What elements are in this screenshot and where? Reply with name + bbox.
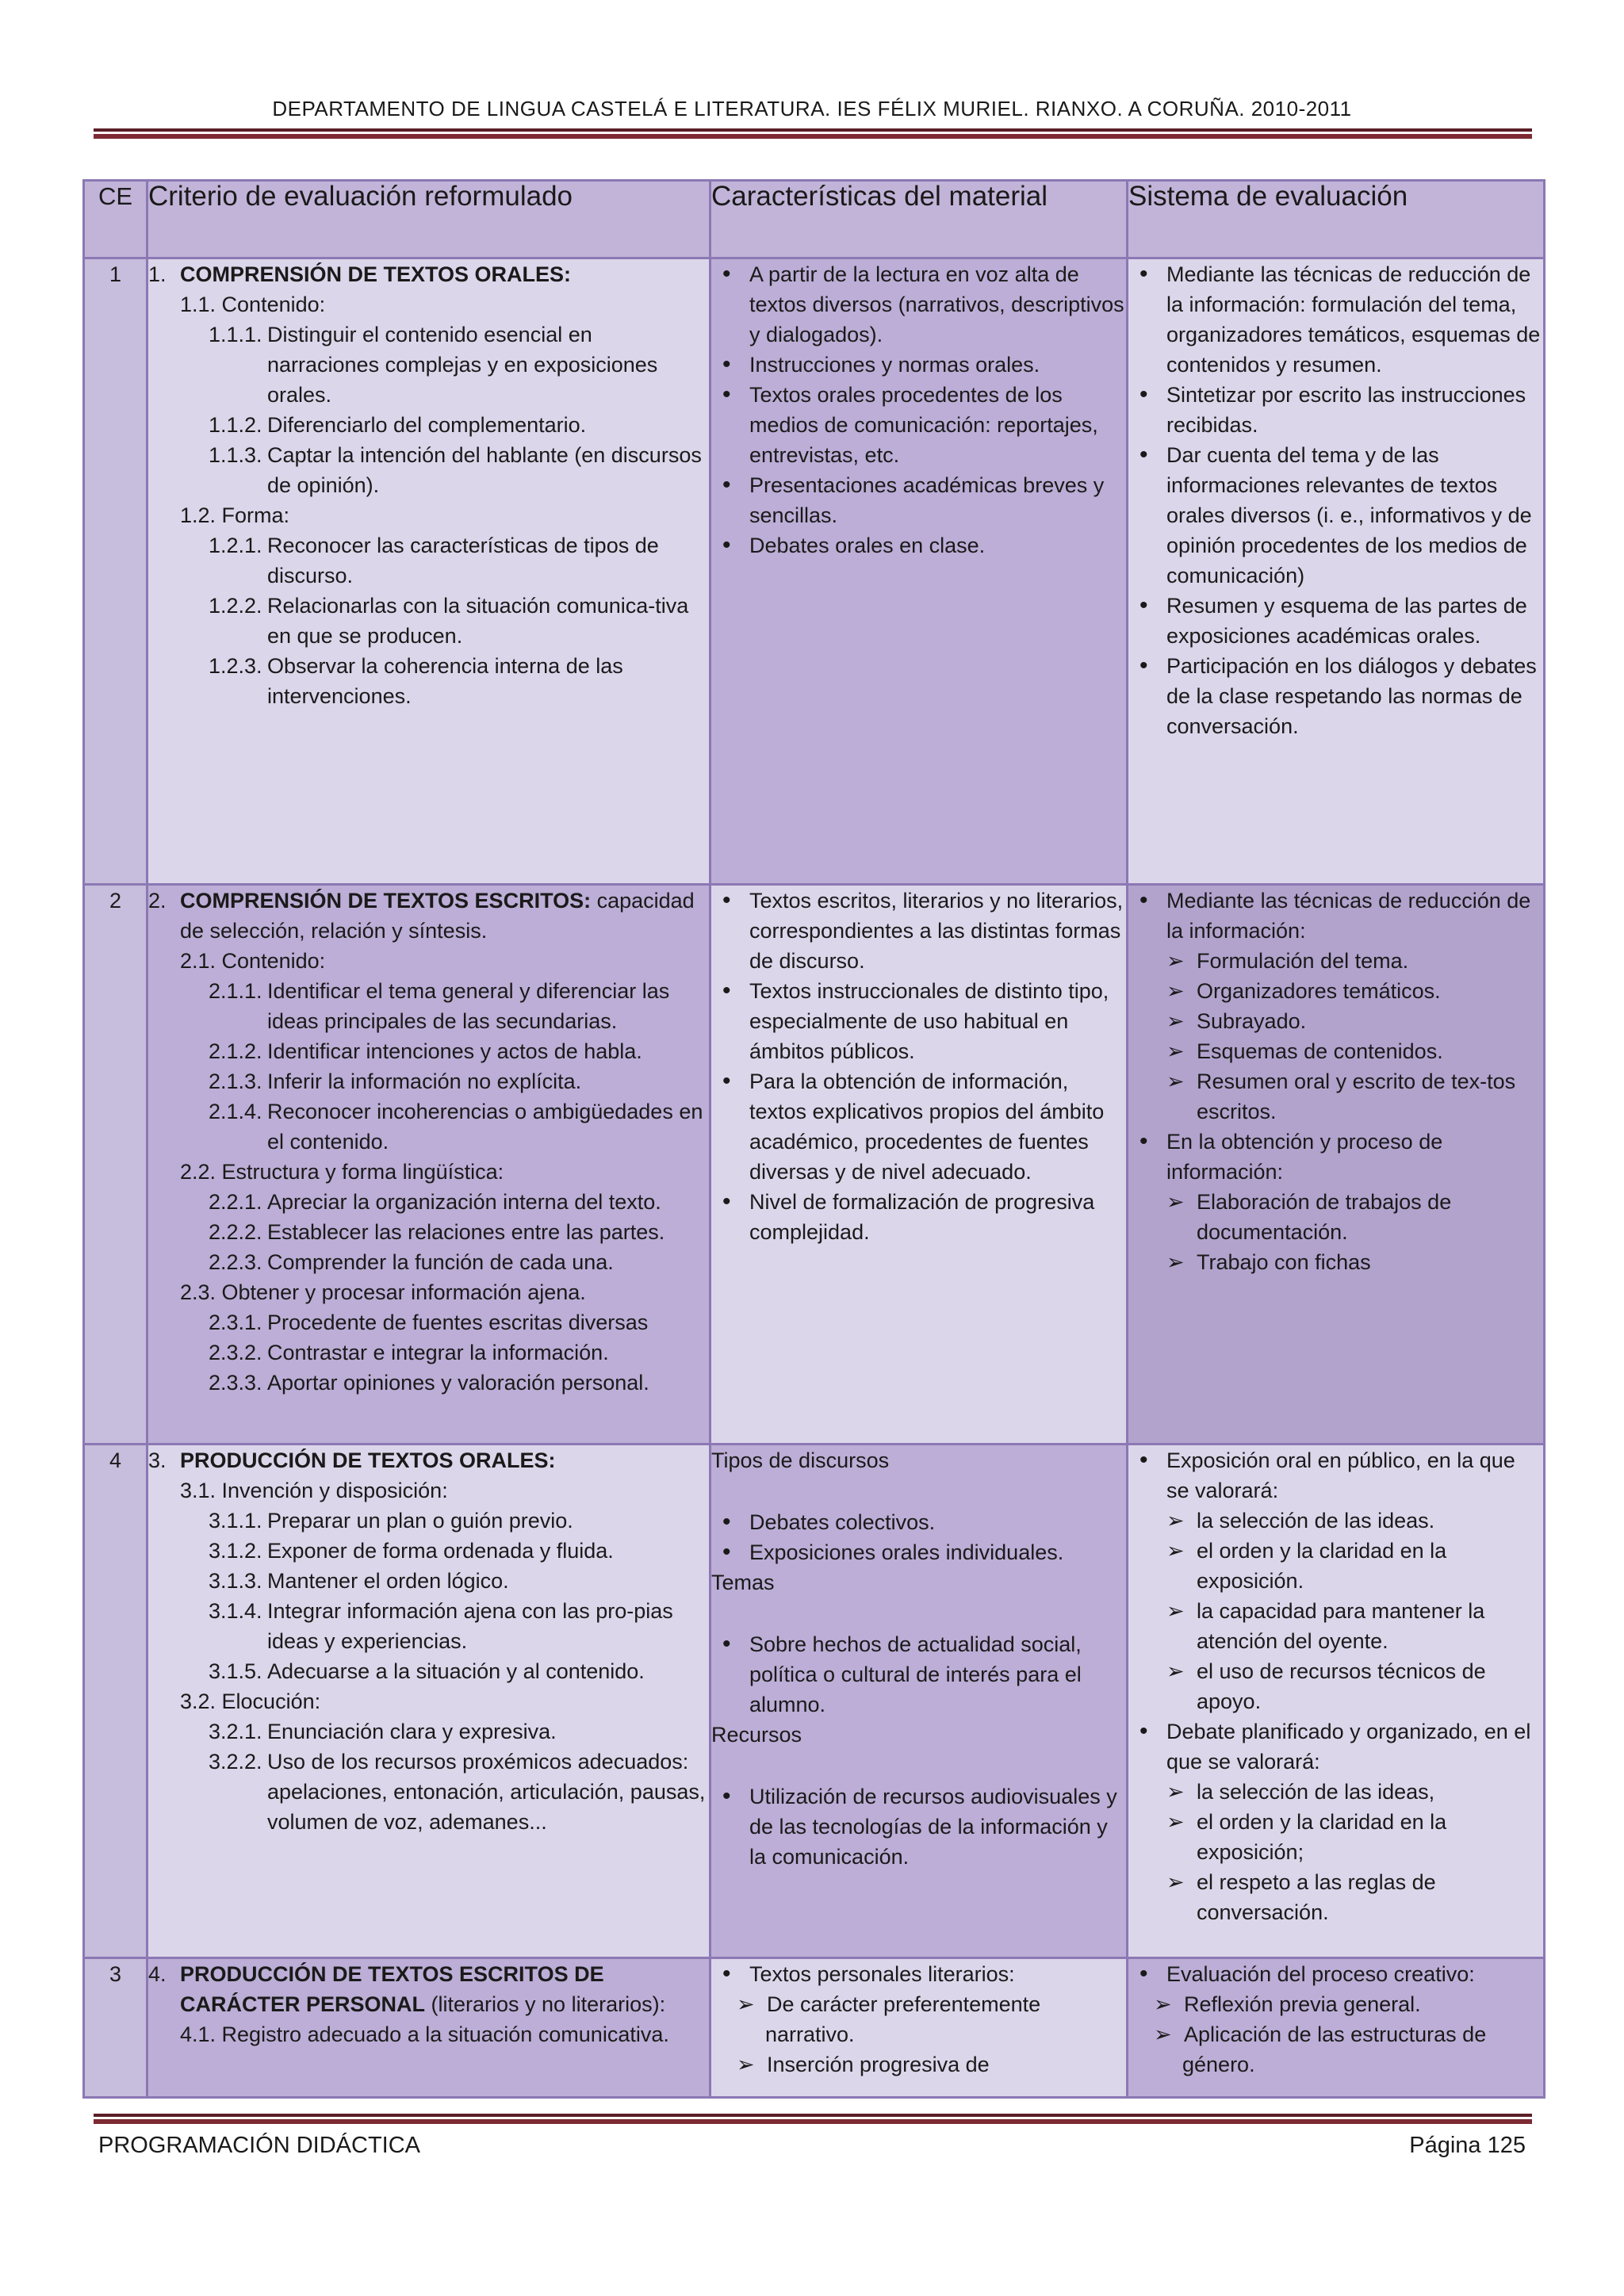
list-item [1128, 1716, 1543, 1777]
criterion-title [148, 886, 709, 946]
table-row [84, 885, 1545, 1445]
list-item [1128, 1959, 1543, 1989]
criterion-item-text: Comprender la función de cada una. [267, 1250, 614, 1274]
arrow-item-text: la capacidad para mantener la atención del oyente. [1197, 1599, 1485, 1653]
arrow-item [711, 1989, 1126, 2049]
arrow-item-text: el respeto a las reglas de conversación. [1197, 1870, 1436, 1924]
criterion-item-number: 3.1.4. [209, 1599, 262, 1623]
arrow-icon: ➢ [1166, 1039, 1185, 1063]
criterion-item-text: Identificar el tema general y diferenciar las ideas principales de las secundarias. [267, 979, 670, 1033]
criterion-item-number: 2.1.4. [209, 1100, 262, 1123]
arrow-icon: ➢ [1166, 1190, 1185, 1214]
criterion-item-text: Procedente de fuentes escritas diversas [267, 1311, 649, 1334]
arrow-item [1128, 1247, 1543, 1277]
criterion-item [148, 1337, 709, 1368]
criterion-heading: PRODUCCIÓN DE TEXTOS ORALES: [180, 1448, 556, 1472]
section-label: Recursos [711, 1723, 802, 1747]
criterion-item [148, 1096, 709, 1157]
arrow-item [1128, 946, 1543, 976]
list-item-text: Participación en los diálogos y debates de la clase respetando las normas de conversación. [1166, 654, 1537, 738]
arrow-icon: ➢ [737, 1992, 755, 2016]
list-item-text: Debates orales en clase. [749, 534, 986, 557]
criterion-subsection: 1.2. Forma: [180, 503, 290, 527]
arrow-item [1128, 1536, 1543, 1596]
arrow-list [1128, 946, 1543, 1127]
list-item [1128, 1445, 1543, 1506]
criterion-item [148, 1247, 709, 1277]
bullet-list [711, 886, 1126, 1247]
arrow-item-text: el orden y la claridad en la exposición. [1197, 1539, 1447, 1593]
arrow-icon: ➢ [1166, 1539, 1185, 1563]
material-cell [710, 1958, 1128, 2098]
list-item [1128, 651, 1543, 741]
list-item-text: Evaluación del proceso creativo: [1166, 1962, 1475, 1986]
criterion-item [148, 1036, 709, 1066]
criterion-item [148, 1217, 709, 1247]
criterion-subsection: 2.2. Estructura y forma lingüística: [180, 1160, 504, 1184]
list-item [711, 259, 1126, 350]
footer-rule-thick [94, 2119, 1532, 2124]
arrow-item [1128, 1989, 1543, 2019]
criterion-subsection: 3.1. Invención y disposición: [180, 1479, 448, 1502]
criterion-item-number: 3.1.1. [209, 1509, 262, 1533]
arrow-icon: ➢ [1166, 1509, 1185, 1533]
criterion-item [148, 591, 709, 651]
list-item-text: Textos personales literarios: [749, 1962, 1015, 1986]
criterion-cell [147, 258, 710, 885]
criterion-item [148, 1307, 709, 1337]
bullet-list [1128, 1716, 1543, 1777]
criterion-item-text: Reconocer las características de tipos de discurso. [267, 534, 659, 587]
criterion-title [148, 1445, 709, 1475]
material-cell [710, 1445, 1128, 1958]
criterion-item-text: Contrastar e integrar la información. [267, 1341, 609, 1364]
material-cell [710, 258, 1128, 885]
table-row [84, 258, 1545, 885]
table-header-row [84, 181, 1545, 258]
bullet-list [711, 259, 1126, 561]
criterion-item [148, 1066, 709, 1096]
criterion-item-number: 3.2.2. [209, 1750, 262, 1774]
arrow-item-text: el orden y la claridad en la exposición; [1197, 1810, 1447, 1864]
criterion-item-text: Enunciación clara y expresiva. [267, 1720, 557, 1743]
bullet-list [711, 1959, 1126, 1989]
criterion-item-number: 3.1.3. [209, 1569, 262, 1593]
criterion-item-number: 2.2.3. [209, 1250, 262, 1274]
list-item [1128, 591, 1543, 651]
criterion-item [148, 1716, 709, 1747]
criterion-item-number: 1.2.1. [209, 534, 262, 557]
list-item-text: Utilización de recursos audiovisuales y de las tecnologías de la información y la comunicación. [749, 1785, 1117, 1869]
footer-rule [94, 2114, 1532, 2117]
arrow-item-text: el uso de recursos técnicos de apoyo. [1197, 1659, 1486, 1713]
bullet-list [1128, 1445, 1543, 1506]
criterion-item [148, 976, 709, 1036]
criterion-item-text: Inferir la información no explícita. [267, 1070, 582, 1093]
list-item-text: Exposición oral en público, en la que se valorará: [1166, 1448, 1515, 1502]
criterion-item-text: Distinguir el contenido esencial en narraciones complejas y en exposiciones orales. [267, 323, 658, 407]
list-item [711, 1537, 1126, 1567]
criterion-title [148, 259, 709, 289]
list-item [711, 470, 1126, 530]
arrow-item [1128, 1066, 1543, 1127]
list-item-text: En la obtención y proceso de información: [1166, 1130, 1443, 1184]
list-item-text: A partir de la lectura en voz alta de textos diversos (narrativos, descriptivos y dialogados). [749, 262, 1124, 346]
criterion-heading: COMPRENSIÓN DE TEXTOS ORALES: [180, 262, 572, 286]
criterion-item-number: 2.3.1. [209, 1311, 262, 1334]
ce-number: 1 [84, 258, 147, 885]
arrow-list [1128, 1989, 1543, 2080]
list-item-text: Dar cuenta del tema y de las informaciones relevantes de textos orales diversos (i. e., informativos y de opinión procedentes de los medios de comunicación) [1166, 443, 1532, 587]
list-item [1128, 440, 1543, 591]
arrow-item-text: Reflexión previa general. [1184, 1992, 1421, 2016]
criterion-number: 3. [148, 1448, 167, 1472]
spacer [711, 1598, 1126, 1629]
criterion-item-text: Establecer las relaciones entre las partes. [267, 1220, 665, 1244]
list-item-text: Textos orales procedentes de los medios de comunicación: reportajes, entrevistas, etc. [749, 383, 1098, 467]
list-item [1128, 1127, 1543, 1187]
list-item [711, 380, 1126, 470]
criterion-item-text: Diferenciarlo del complementario. [267, 413, 587, 437]
arrow-item [1128, 1777, 1543, 1807]
criterion-item-number: 1.1.3. [209, 443, 262, 467]
criterion-item-number: 3.2.1. [209, 1720, 262, 1743]
arrow-item-text: Aplicación de las estructuras de género. [1182, 2022, 1487, 2076]
criterion-item [148, 440, 709, 500]
list-item [1128, 259, 1543, 380]
arrow-item-text: Organizadores temáticos. [1197, 979, 1441, 1003]
arrow-item [1128, 1596, 1543, 1656]
criterion-item-number: 3.1.5. [209, 1659, 262, 1683]
arrow-icon: ➢ [737, 2053, 755, 2076]
list-item-text: Textos instruccionales de distinto tipo, especialmente de uso habitual en ámbitos públicos. [749, 979, 1109, 1063]
arrow-item-text: Trabajo con fichas [1197, 1250, 1371, 1274]
arrow-item [1128, 1656, 1543, 1716]
arrow-icon: ➢ [1166, 1810, 1185, 1834]
arrow-item [1128, 1867, 1543, 1927]
list-item-text: Sobre hechos de actualidad social, política o cultural de interés para el alumno. [749, 1632, 1082, 1716]
criterion-item-text: Relacionarlas con la situación comunica-tiva en que se producen. [267, 594, 689, 648]
arrow-item-text: Inserción progresiva de [767, 2053, 990, 2076]
criterion-item [148, 1566, 709, 1596]
list-item [711, 886, 1126, 976]
list-item [711, 1187, 1126, 1247]
bullet-list [1128, 259, 1543, 741]
criterion-item-number: 3.1.2. [209, 1539, 262, 1563]
criterion-heading: COMPRENSIÓN DE TEXTOS ESCRITOS: [180, 889, 592, 913]
arrow-item-text: De carácter preferentemente narrativo. [765, 1992, 1041, 2046]
criterion-number: 4. [148, 1962, 167, 1986]
criterion-cell [147, 1445, 710, 1958]
criterion-item-number: 2.2.1. [209, 1190, 262, 1214]
header-rule [94, 128, 1532, 132]
arrow-item-text: Formulación del tema. [1197, 949, 1409, 973]
list-item [711, 976, 1126, 1066]
criterion-subsection: 3.2. Elocución: [180, 1689, 321, 1713]
ce-number: 4 [84, 1445, 147, 1958]
criterion-title [148, 1959, 709, 2019]
list-item [711, 1959, 1126, 1989]
criterion-item-text: Reconocer incoherencias o ambigüedades en el contenido. [267, 1100, 703, 1154]
criterion-item [148, 1368, 709, 1398]
criterion-item [148, 320, 709, 410]
list-item [711, 530, 1126, 561]
criterion-item-number: 1.1.1. [209, 323, 262, 346]
spacer [711, 1750, 1126, 1781]
arrow-icon: ➢ [1166, 1599, 1185, 1623]
criterion-item [148, 1187, 709, 1217]
criterion-subsection: 2.1. Contenido: [180, 949, 326, 973]
arrow-icon: ➢ [1166, 979, 1185, 1003]
bullet-list [1128, 1127, 1543, 1187]
criterion-item-text: Captar la intención del hablante (en discursos de opinión). [267, 443, 702, 497]
spacer [711, 1475, 1126, 1507]
arrow-item [1128, 976, 1543, 1006]
criterion-item [148, 651, 709, 711]
header-ce: CE [84, 181, 147, 258]
arrow-icon: ➢ [1154, 1992, 1172, 2016]
list-item-text: Textos escritos, literarios y no literarios, correspondientes a las distintas formas de discurso. [749, 889, 1124, 973]
arrow-item [1128, 1006, 1543, 1036]
criterion-item-text: Exponer de forma ordenada y fluida. [267, 1539, 614, 1563]
header-material: Características del material [710, 181, 1128, 258]
list-item-text: Debate planificado y organizado, en el que se valorará: [1166, 1720, 1531, 1774]
criterion-item-number: 2.1.3. [209, 1070, 262, 1093]
ce-number: 3 [84, 1958, 147, 2098]
arrow-item-text: Subrayado. [1197, 1009, 1307, 1033]
page-header: DEPARTAMENTO DE LINGUA CASTELÁ E LITERATURA. IES FÉLIX MURIEL. RIANXO. A CORUÑA. 2010-2011 [272, 97, 1352, 121]
criterion-number: 2. [148, 889, 167, 913]
header-rule-thick [94, 134, 1532, 139]
page-number: Página 125 [1409, 2133, 1526, 2158]
list-item-text: Instrucciones y normas orales. [749, 353, 1040, 377]
evaluation-cell [1128, 1958, 1545, 2098]
criterion-item-number: 2.3.3. [209, 1371, 262, 1395]
list-item [1128, 380, 1543, 440]
criterion-item-number: 2.1.1. [209, 979, 262, 1003]
list-item [711, 1066, 1126, 1187]
evaluation-cell [1128, 1445, 1545, 1958]
criterion-item [148, 1656, 709, 1686]
arrow-item [711, 2049, 1126, 2080]
header-criterion: Criterio de evaluación reformulado [147, 181, 710, 258]
arrow-list [1128, 1506, 1543, 1716]
arrow-icon: ➢ [1166, 1659, 1185, 1683]
arrow-list [1128, 1187, 1543, 1277]
arrow-icon: ➢ [1166, 1009, 1185, 1033]
criterion-item-number: 1.1.2. [209, 413, 262, 437]
list-item-text: Sintetizar por escrito las instrucciones recibidas. [1166, 383, 1526, 437]
arrow-icon: ➢ [1166, 1250, 1185, 1274]
list-item-text: Para la obtención de información, textos explicativos propios del ámbito académico, procedentes de fuentes diversas y de nivel adecuado. [749, 1070, 1105, 1184]
criterion-item-number: 2.2.2. [209, 1220, 262, 1244]
list-item-text: Mediante las técnicas de reducción de la información: formulación del tema, organizadores temáticos, esquemas de contenidos y resumen. [1166, 262, 1541, 377]
criterion-heading-rest: (literarios y no literarios): [425, 1992, 666, 2016]
list-item [711, 1781, 1126, 1872]
arrow-icon: ➢ [1166, 949, 1185, 973]
criterion-subsection: 2.3. Obtener y procesar información ajena. [180, 1280, 586, 1304]
criterion-item-number: 1.2.3. [209, 654, 262, 678]
arrow-item-text: Resumen oral y escrito de tex-tos escritos. [1197, 1070, 1516, 1123]
evaluation-cell [1128, 258, 1545, 885]
arrow-item-text: la selección de las ideas, [1197, 1780, 1435, 1804]
header-evaluation: Sistema de evaluación [1128, 181, 1545, 258]
arrow-item [1128, 1036, 1543, 1066]
criterion-item [148, 1596, 709, 1656]
arrow-icon: ➢ [1166, 1870, 1185, 1894]
list-item [711, 350, 1126, 380]
ce-number: 2 [84, 885, 147, 1445]
bullet-list [711, 1781, 1126, 1872]
criterion-item [148, 1506, 709, 1536]
arrow-list [1128, 1777, 1543, 1927]
criterion-heading: PRODUCCIÓN DE TEXTOS ESCRITOS DE CARÁCTER PERSONAL [180, 1962, 604, 2016]
list-item-text: Exposiciones orales individuales. [749, 1540, 1064, 1564]
criterion-cell [147, 885, 710, 1445]
criterion-cell [147, 1958, 710, 2098]
arrow-item-text: la selección de las ideas. [1197, 1509, 1435, 1533]
evaluation-table [82, 179, 1545, 2099]
criterion-item-text: Aportar opiniones y valoración personal. [267, 1371, 649, 1395]
arrow-icon: ➢ [1166, 1070, 1185, 1093]
list-item [711, 1629, 1126, 1720]
arrow-icon: ➢ [1166, 1780, 1185, 1804]
criterion-subsection: 1.1. Contenido: [180, 293, 326, 316]
criterion-item-text: Mantener el orden lógico. [267, 1569, 509, 1593]
arrow-item-text: Esquemas de contenidos. [1197, 1039, 1443, 1063]
criterion-item-text: Integrar información ajena con las pro-pias ideas y experiencias. [267, 1599, 673, 1653]
footer-title: PROGRAMACIÓN DIDÁCTICA [98, 2133, 421, 2158]
bullet-list [1128, 1959, 1543, 1989]
criterion-subsection: 4.1. Registro adecuado a la situación comunicativa. [180, 2022, 669, 2046]
criterion-item-text: Apreciar la organización interna del texto. [267, 1190, 661, 1214]
bullet-list [711, 1629, 1126, 1720]
table-row [84, 1445, 1545, 1958]
criterion-item [148, 530, 709, 591]
list-item-text: Presentaciones académicas breves y sencillas. [749, 473, 1105, 527]
criterion-item-text: Uso de los recursos proxémicos adecuados: apelaciones, entonación, articulación, pausas, volumen de voz, ademanes... [267, 1750, 706, 1834]
section-label: Temas [711, 1571, 775, 1594]
arrow-item [1128, 1807, 1543, 1867]
criterion-item [148, 410, 709, 440]
section-label: Tipos de discursos [711, 1448, 890, 1472]
arrow-item [1128, 1187, 1543, 1247]
list-item-text: Mediante las técnicas de reducción de la información: [1166, 889, 1531, 943]
criterion-item-text: Identificar intenciones y actos de habla. [267, 1039, 642, 1063]
criterion-item-number: 2.1.2. [209, 1039, 262, 1063]
list-item [1128, 886, 1543, 946]
criterion-item-number: 2.3.2. [209, 1341, 262, 1364]
arrow-list [711, 1989, 1126, 2080]
table-row [84, 1958, 1545, 2098]
evaluation-cell [1128, 885, 1545, 1445]
criterion-item [148, 1536, 709, 1566]
list-item-text: Debates colectivos. [749, 1510, 936, 1534]
bullet-list [1128, 886, 1543, 946]
list-item-text: Resumen y esquema de las partes de exposiciones académicas orales. [1166, 594, 1527, 648]
list-item-text: Nivel de formalización de progresiva complejidad. [749, 1190, 1095, 1244]
arrow-icon: ➢ [1154, 2022, 1172, 2046]
arrow-item-text: Elaboración de trabajos de documentación. [1197, 1190, 1452, 1244]
criterion-heading-rest: capacidad de selección, relación y síntesis. [180, 889, 695, 943]
criterion-number: 1. [148, 262, 167, 286]
arrow-item [1128, 1506, 1543, 1536]
criterion-item-text: Preparar un plan o guión previo. [267, 1509, 573, 1533]
material-cell [710, 885, 1128, 1445]
list-item [711, 1507, 1126, 1537]
criterion-item-text: Adecuarse a la situación y al contenido. [267, 1659, 645, 1683]
arrow-item [1128, 2019, 1543, 2080]
criterion-item-number: 1.2.2. [209, 594, 262, 618]
bullet-list [711, 1507, 1126, 1567]
criterion-item [148, 1747, 709, 1837]
criterion-item-text: Observar la coherencia interna de las intervenciones. [267, 654, 623, 708]
